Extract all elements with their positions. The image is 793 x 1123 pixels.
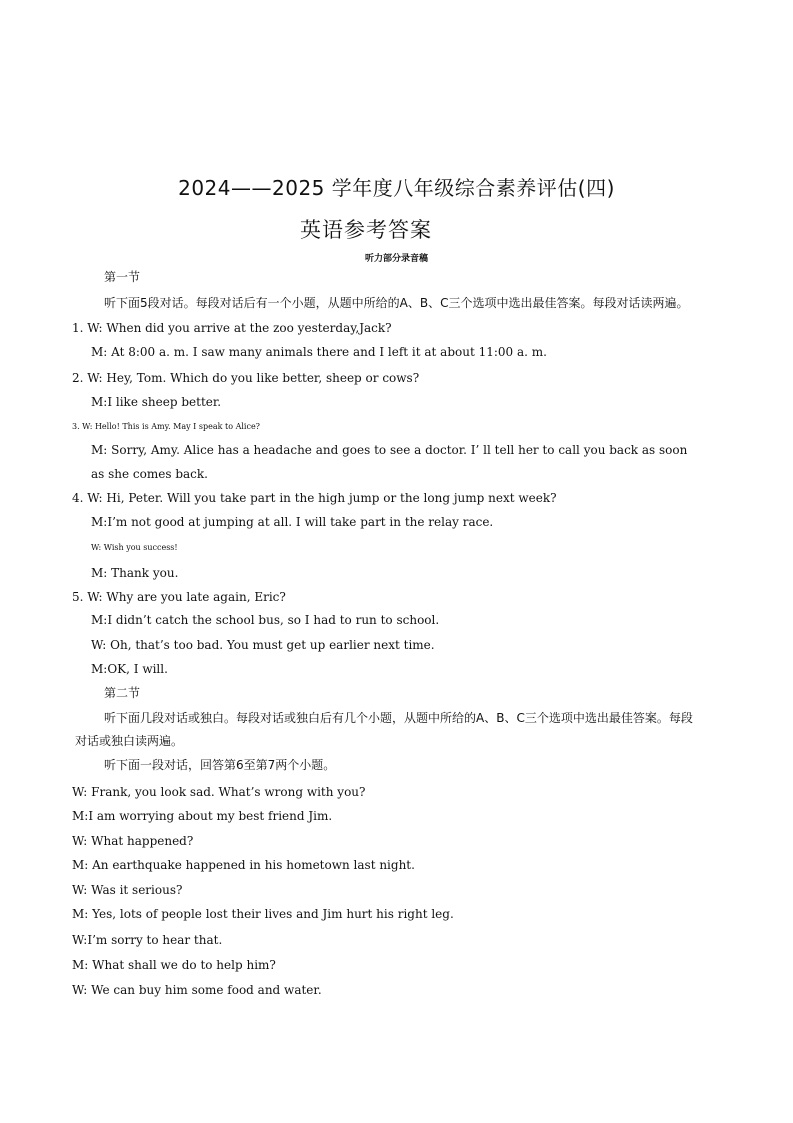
dialogue-line: W:I’m sorry to hear that. [72, 933, 223, 947]
dialogue-line: 4. W: Hi, Peter. Will you take part in the high jump or the long jump next week? [72, 491, 557, 505]
dialogue-line: as she comes back. [91, 467, 208, 481]
dialogue-line: 1. W: When did you arrive at the zoo yesterday,Jack? [72, 321, 392, 335]
dialogue-line: M: An earthquake happened in his hometown last night. [72, 858, 415, 872]
dialogue-line: M: Thank you. [91, 566, 179, 580]
dialogue-line: M: What shall we do to help him? [72, 958, 276, 972]
part2-sub-instruction: 听下面一段对话，回答第6至第7两个小题。 [104, 758, 336, 772]
dialogue-line: M:I didn’t catch the school bus, so I had to run to school. [91, 613, 440, 627]
part1-instruction: 听下面5段对话。每段对话后有一个小题，从题中所给的A、B、C三个选项中选出最佳答案。每段对话读两遍。 [104, 296, 689, 310]
dialogue-line: M: Yes, lots of people lost their lives and Jim hurt his right leg. [72, 907, 454, 921]
document-title: 2024——2025 学年度八年级综合素养评估(四) [178, 176, 615, 200]
part2-instruction-cont: 对话或独白读两遍。 [75, 734, 184, 748]
part2-heading: 第二节 [104, 686, 141, 700]
dialogue-line: 3. W: Hello! This is Amy. May I speak to Alice? [72, 422, 260, 431]
dialogue-line: W: Was it serious? [72, 883, 183, 897]
part2-instruction: 听下面几段对话或独白。每段对话或独白后有几个小题，从题中所给的A、B、C三个选项中选出最佳答案。每段 [104, 711, 693, 725]
dialogue-line: W: Frank, you look sad. What’s wrong with you? [72, 785, 366, 799]
dialogue-line: M:I like sheep better. [91, 395, 222, 409]
dialogue-line: 2. W: Hey, Tom. Which do you like better, sheep or cows? [72, 371, 420, 385]
dialogue-line: M:I’m not good at jumping at all. I will take part in the relay race. [91, 515, 494, 529]
dialogue-line: W: Wish you success! [91, 543, 178, 552]
part1-heading: 第一节 [104, 270, 141, 284]
section-note: 听力部分录音稿 [364, 254, 428, 264]
dialogue-line: M:I am worrying about my best friend Jim. [72, 809, 333, 823]
document-subtitle: 英语参考答案 [300, 218, 432, 242]
dialogue-line: W: We can buy him some food and water. [72, 983, 322, 997]
dialogue-line: W: Oh, that’s too bad. You must get up earlier next time. [91, 638, 435, 652]
dialogue-line: M: Sorry, Amy. Alice has a headache and goes to see a doctor. I’ ll tell her to call you back as soon [91, 443, 688, 457]
dialogue-line: M: At 8:00 a. m. I saw many animals there and I left it at about 11:00 a. m. [91, 345, 547, 359]
dialogue-line: 5. W: Why are you late again, Eric? [72, 590, 286, 604]
dialogue-line: M:OK, I will. [91, 662, 168, 676]
dialogue-line: W: What happened? [72, 834, 194, 848]
